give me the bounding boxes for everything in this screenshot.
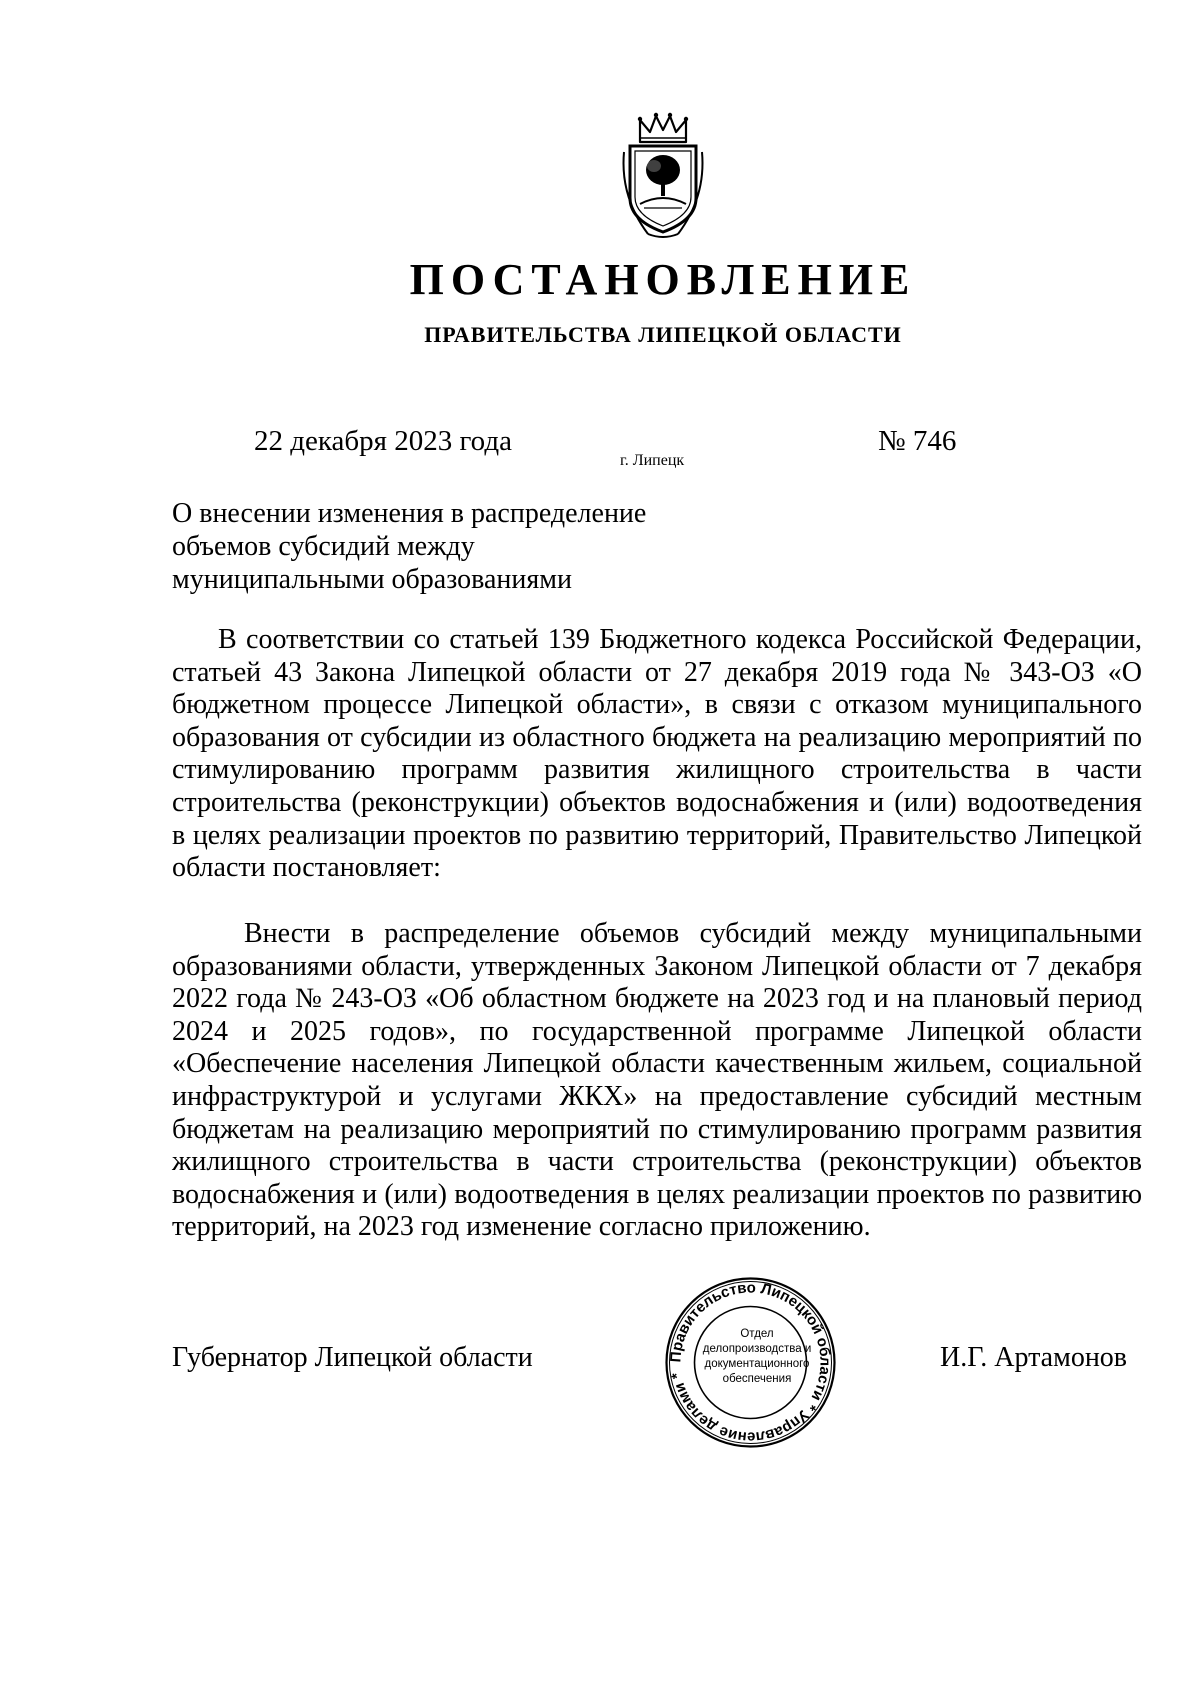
stamp-inner-text — [702, 1327, 812, 1387]
lipetsk-oblast-coat-of-arms-icon — [618, 112, 708, 240]
stamp-outer-text: Правительство Липецкой области * Управление делами * — [667, 1279, 834, 1446]
stamp-inner-line: делопроизводства и — [702, 1343, 812, 1355]
issuing-authority: ПРАВИТЕЛЬСТВА ЛИПЕЦКОЙ ОБЛАСТИ — [424, 322, 902, 347]
stamp-inner-line: документационного — [704, 1358, 810, 1370]
subject-line: объемов субсидий между — [172, 531, 475, 562]
document-subject — [172, 497, 732, 596]
document-number: № 746 — [878, 425, 957, 457]
document-date: 22 декабря 2023 года — [254, 425, 512, 457]
subject-line: О внесении изменения в распределение — [172, 498, 647, 529]
body-paragraph-resolution: Внести в распределение объемов субсидий между муниципальными образованиями области, утвержденных Законом Липецкой области от 7 декабря 2022 года № 243-ОЗ «Об областном бюджете на 2023 год и на плановый период 2024 и 2025 годов», по государственной программе Липецкой области «Обеспечение населения Липецкой области качественным жильем, социальной инфраструктурой и услугами ЖКХ» на предоставление субсидий местным бюджетам на реализацию мероприятий по стимулированию программ развития жилищного строительства в части строительства (реконструкции) объектов водоснабжения и (или) водоотведения в целях реализации проектов по развитию территорий, на 2023 год изменение согласно приложению. — [172, 918, 1142, 1243]
stamp-inner-line: обеспечения — [722, 1373, 792, 1385]
document-type-title: ПОСТАНОВЛЕНИЕ — [409, 255, 917, 304]
stamp-inner-line: Отдел — [740, 1328, 774, 1340]
signer-name: И.Г. Артамонов — [940, 1342, 1128, 1373]
signer-title: Губернатор Липецкой области — [172, 1342, 533, 1373]
subject-line: муниципальными образованиями — [172, 564, 572, 595]
body-paragraph-preamble: В соответствии со статьей 139 Бюджетного кодекса Российской Федерации, статьей 43 Закона Липецкой области от 27 декабря 2019 года № 343-ОЗ «О бюджетном процессе Липецкой области», в связи с отказом муниципального образования от субсидии из областного бюджета на реализацию мероприятий по стимулированию программ развития жилищного строительства в части строительства (реконструкции) объектов водоснабжения и (или) водоотведения в целях реализации проектов по развитию территорий, Правительство Липецкой области постановляет: — [172, 624, 1142, 884]
document-city: г. Липецк — [620, 452, 685, 469]
